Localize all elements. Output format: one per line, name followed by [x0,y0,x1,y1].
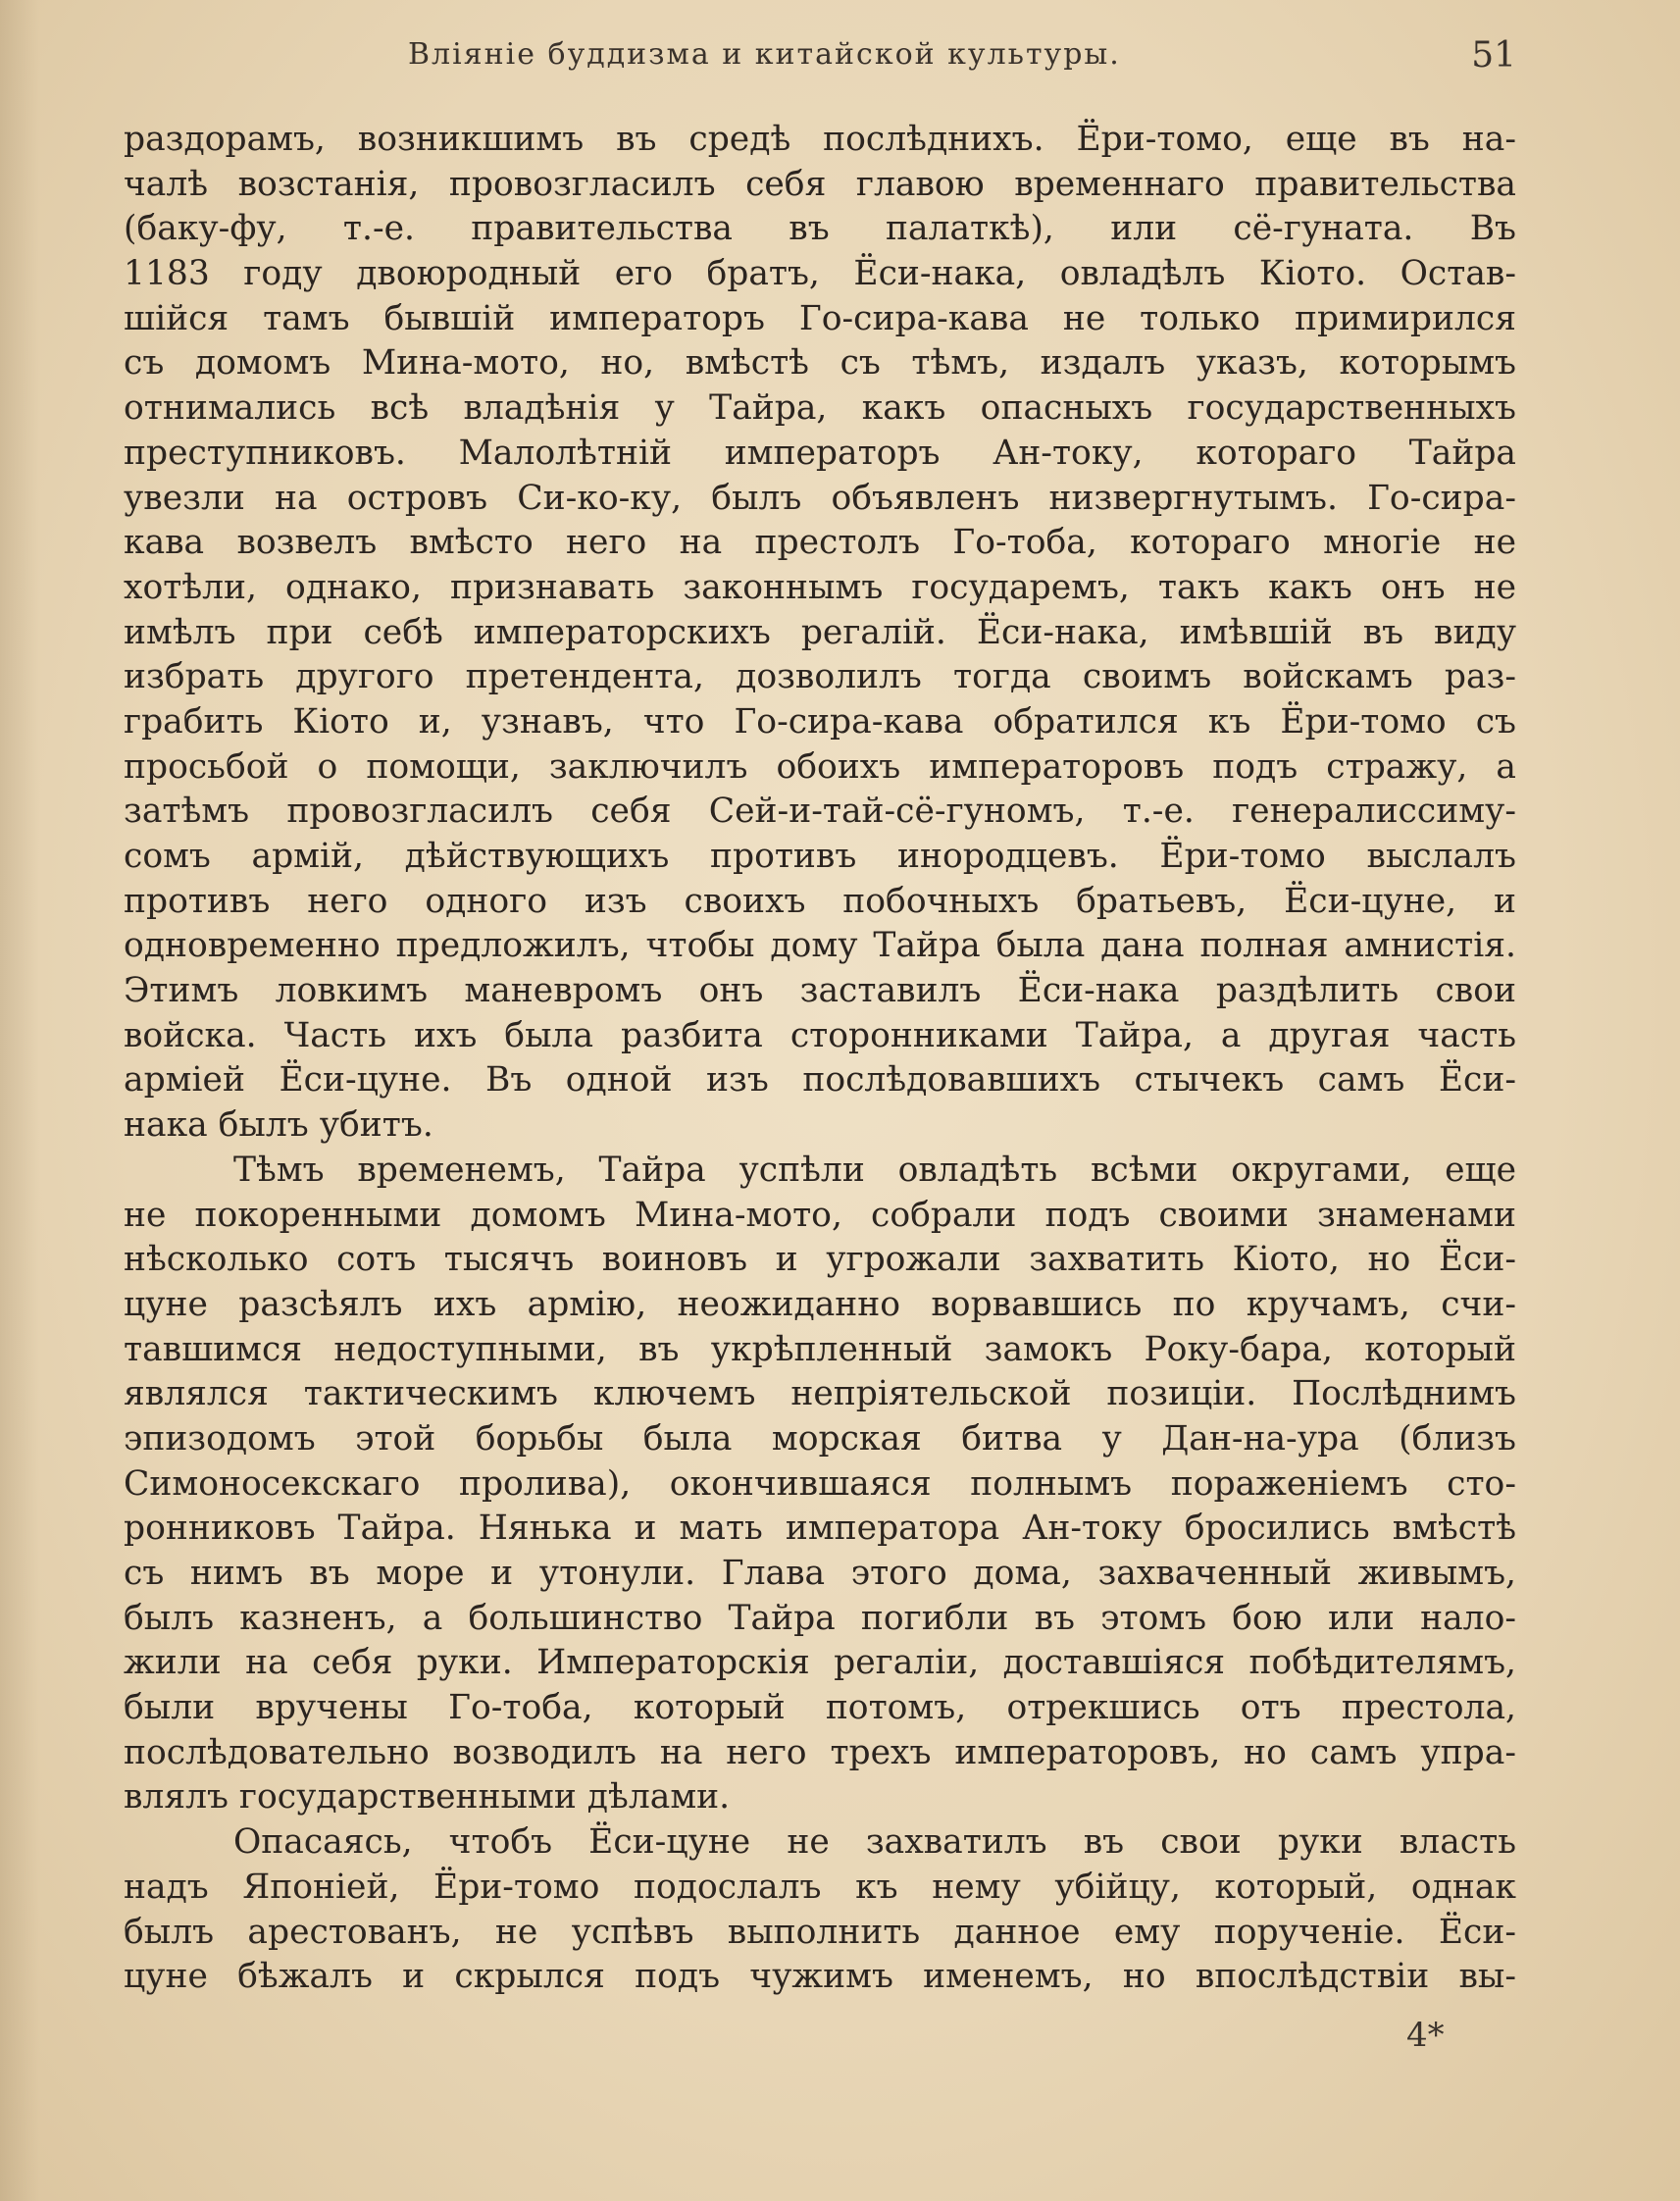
text-line: избрать другого претендента, дозволилъ тогда своимъ войскамъ раз- [124,657,1516,697]
text-line: Тѣмъ временемъ, Тайра успѣли овладѣть всѣми округами, еще [233,1150,1516,1190]
text-line: Симоносекскаго пролива), окончившаяся полнымъ пораженіемъ сто- [124,1463,1516,1504]
text-line: затѣмъ провозгласилъ себя Сей-и-тай-сё-гуномъ, т.-е. генералиссиму- [124,792,1516,832]
text-line: эпизодомъ этой борьбы была морская битва у Дан-на-ура (близъ [124,1418,1516,1459]
text-line: надъ Японіей, Ёри-томо подослалъ къ нему убійцу, который, однак [124,1867,1516,1907]
text-line: цуне разсѣялъ ихъ армію, неожиданно ворвавшись по кручамъ, счи- [124,1284,1516,1324]
text-line: просьбой о помощи, заключилъ обоихъ императоровъ подъ стражу, а [124,746,1516,787]
text-line: являлся тактическимъ ключемъ непріятельской позиціи. Послѣднимъ [124,1374,1516,1414]
text-line: съ нимъ въ море и утонули. Глава этого дома, захваченный живымъ, [124,1554,1516,1593]
text-line: чалѣ возстанія, провозгласилъ себя главою временнаго правительства [124,164,1516,204]
paragraph [124,118,1516,1149]
page-number: 51 [1471,35,1516,76]
text-line: былъ казненъ, а большинство Тайра погибли въ этомъ бою или нало- [124,1598,1516,1638]
text-line: 1183 году двоюродный его братъ, Ёси-нака, овладѣлъ Кіото. Остав- [124,254,1516,294]
text-line: войска. Часть ихъ была разбита сторонниками Тайра, а другая часть [124,1015,1516,1055]
text-line: одновременно предложилъ, чтобы дому Тайра была дана полная амнистія. [124,926,1516,966]
text-line: отнимались всѣ владѣнія у Тайра, какъ опасныхъ государственныхъ [124,388,1516,429]
text-line: нѣсколько сотъ тысячъ воиновъ и угрожали захватить Кіото, но Ёси- [124,1240,1516,1280]
text-line: преступниковъ. Малолѣтній императоръ Ан-току, котораго Тайра [124,433,1516,473]
paragraph [124,1149,1516,1820]
text-line: были вручены Го-тоба, который потомъ, отрекшись отъ престола, [124,1688,1516,1728]
text-line: Опасаясь, чтобъ Ёси-цуне не захватилъ въ свои руки власть [233,1822,1516,1863]
text-line: хотѣли, однако, признавать законнымъ государемъ, такъ какъ онъ не [124,567,1516,607]
text-line: нака былъ убитъ. [124,1105,433,1146]
text-line: шійся тамъ бывшій императоръ Го-сира-кава не только примирился [124,298,1516,338]
text-line: тавшимся недоступными, въ укрѣпленный замокъ Року-бара, который [124,1329,1516,1369]
printer-signature-mark: 4* [1406,2016,1445,2055]
text-line: жили на себя руки. Императорскія регаліи, доставшіяся побѣдителямъ, [124,1643,1516,1683]
text-line: арміей Ёси-цуне. Въ одной изъ послѣдовавшихъ стычекъ самъ Ёси- [124,1060,1516,1100]
paragraph [124,1820,1516,2000]
text-line: (баку-фу, т.-е. правительства въ палаткѣ), или сё-гуната. Въ [124,209,1516,249]
page-edge-shadow [0,0,39,2201]
text-line: сомъ армій, дѣйствующихъ противъ инородцевъ. Ёри-томо выслалъ [124,837,1516,876]
body-text [124,118,1516,2000]
text-line: влялъ государственными дѣлами. [124,1777,731,1817]
text-line: цуне бѣжалъ и скрылся подъ чужимъ именемъ, но впослѣдствіи вы- [124,1957,1516,1997]
running-head: Вліяніе буддизма и китайской культуры. [408,37,1121,72]
text-line: послѣдовательно возводилъ на него трехъ императоровъ, но самъ упра- [124,1732,1516,1772]
text-line: съ домомъ Мина-мото, но, вмѣстѣ съ тѣмъ, издалъ указъ, которымъ [124,343,1516,384]
text-line: противъ него одного изъ своихъ побочныхъ братьевъ, Ёси-цуне, и [124,881,1516,921]
text-line: ронниковъ Тайра. Нянька и мать императора Ан-току бросились вмѣстѣ [124,1509,1516,1549]
page-header [124,37,1516,86]
text-line: кава возвелъ вмѣсто него на престолъ Го-тоба, котораго многіе не [124,523,1516,563]
text-line: не покоренными домомъ Мина-мото, собрали подъ своими знаменами [124,1195,1516,1235]
text-line: Этимъ ловкимъ маневромъ онъ заставилъ Ёси-нака раздѣлить свои [124,971,1516,1011]
text-line: былъ арестованъ, не успѣвъ выполнить данное ему порученіе. Ёси- [124,1912,1516,1952]
text-line: имѣлъ при себѣ императорскихъ регалій. Ёси-нака, имѣвшій въ виду [124,612,1516,652]
text-line: грабить Кіото и, узнавъ, что Го-сира-кава обратился къ Ёри-томо съ [124,701,1516,742]
text-line: раздорамъ, возникшимъ въ средѣ послѣднихъ. Ёри-томо, еще въ на- [124,120,1516,159]
text-line: увезли на островъ Си-ко-ку, былъ объявленъ низвергнутымъ. Го-сира- [124,478,1516,518]
